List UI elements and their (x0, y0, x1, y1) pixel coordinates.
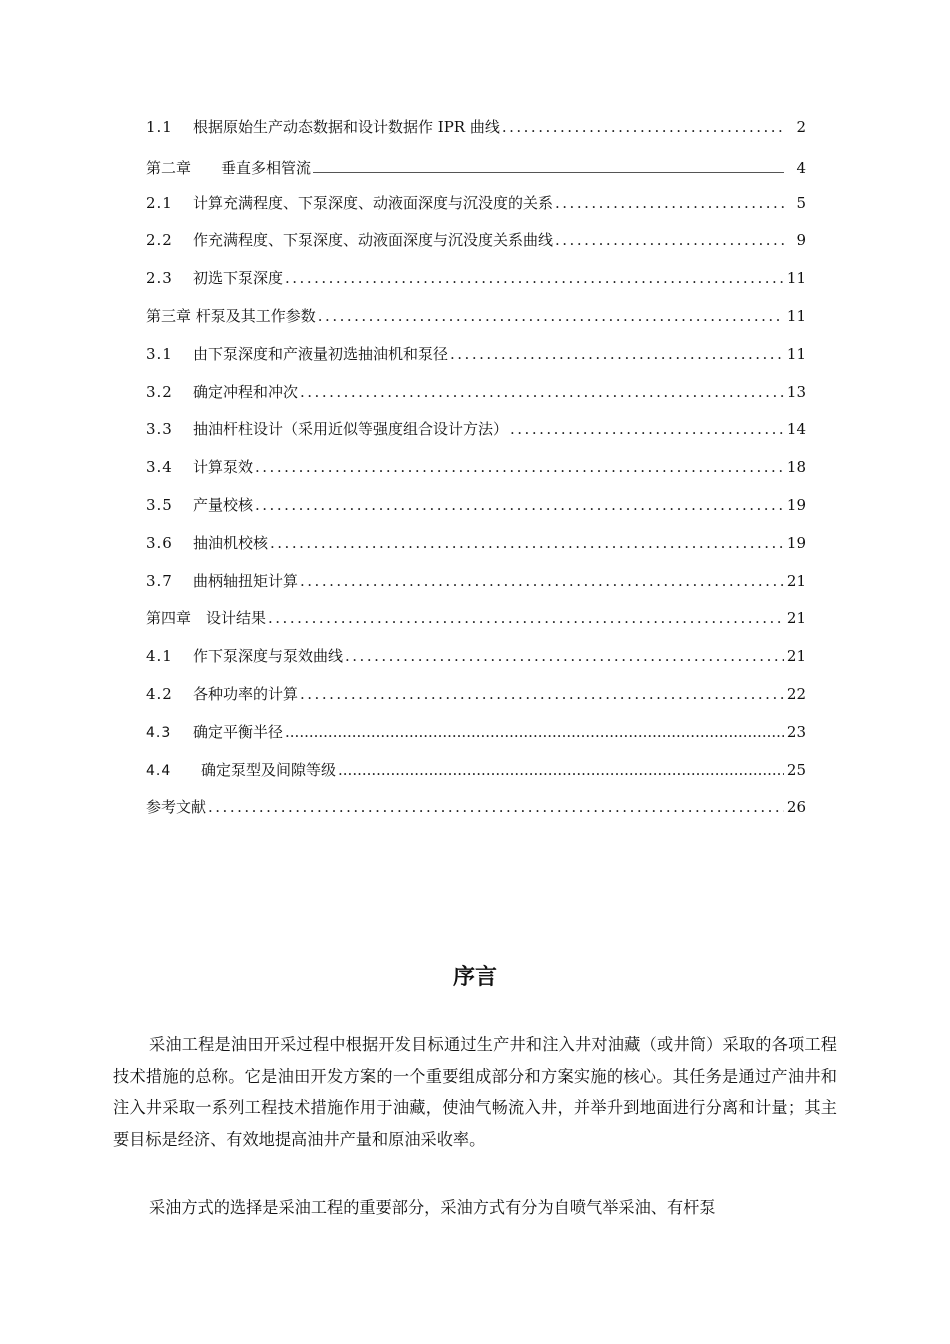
toc-leader (555, 188, 784, 218)
toc-entry-3-1[interactable] (146, 339, 806, 377)
toc-page: 9 (796, 231, 806, 250)
toc-page: 23 (786, 722, 806, 741)
toc-number: 4.1 (146, 647, 173, 666)
preface-paragraph: 采油工程是油田开采过程中根据开发目标通过生产井和注入井对油藏（或井筒）采取的各项工程技术措施的总称。它是油田开发方案的一个重要组成部分和方案实施的核心。其任务是通过产油井和注入井采取一系列工程技术措施作用于油藏，使油气畅流入井，并举升到地面进行分离和计量；其主要目标是经济、有效地提高油井产量和原油采收率。 (113, 1035, 837, 1149)
toc-entry-3-4[interactable] (146, 452, 806, 490)
toc-entry-3-6[interactable] (146, 528, 806, 566)
toc-title: 抽油杆柱设计（采用近似等强度组合设计方法） (193, 420, 509, 439)
toc-leader (502, 112, 784, 142)
toc-leader (318, 301, 784, 331)
toc-number: 2.3 (146, 269, 173, 288)
toc-page: 22 (786, 684, 806, 703)
toc-page: 13 (786, 382, 806, 401)
toc-entry-1-1[interactable] (146, 112, 806, 150)
toc-number: 3.3 (146, 420, 173, 439)
toc-page: 11 (786, 344, 806, 363)
toc-page: 14 (786, 420, 806, 439)
toc-title: 参考文献 (146, 798, 207, 817)
toc-title: 确定冲程和冲次 (193, 382, 299, 401)
toc-title: 根据原始生产动态数据和设计数据作 IPR 曲线 (193, 118, 500, 136)
toc-leader (313, 150, 784, 173)
toc-title: 抽油机校核 (193, 533, 269, 552)
toc-number: 2.1 (146, 193, 173, 212)
toc-title: 由下泵深度和产液量初选抽油机和泵径 (193, 344, 449, 363)
toc-number: 4.3 (146, 724, 172, 741)
toc-number: 4.2 (146, 684, 173, 703)
toc-entry-2-1[interactable] (146, 188, 806, 226)
toc-entry-chapter-4[interactable] (146, 603, 806, 641)
toc-title: 第三章 杆泵及其工作参数 (146, 306, 316, 325)
toc-page: 18 (786, 458, 806, 477)
toc-entry-3-3[interactable] (146, 414, 806, 452)
toc-title: 产量校核 (193, 495, 254, 514)
toc-entry-references[interactable] (146, 792, 806, 830)
toc-title: 第二章 垂直多相管流 (146, 158, 312, 177)
toc-entry-3-5[interactable] (146, 490, 806, 528)
toc-number: 1.1 (146, 118, 173, 136)
toc-entry-3-2[interactable] (146, 377, 806, 415)
toc-entry-chapter-3[interactable] (146, 301, 806, 339)
toc-page: 4 (796, 158, 806, 177)
toc-entry-4-4[interactable] (146, 755, 806, 793)
toc-leader (268, 603, 784, 633)
toc-leader (338, 755, 784, 785)
toc-title: 确定平衡半径 (193, 722, 284, 741)
toc-title: 作下泵深度与泵效曲线 (193, 647, 344, 666)
toc-page: 21 (786, 571, 806, 590)
toc-entry-4-2[interactable] (146, 679, 806, 717)
toc-leader (300, 679, 784, 709)
toc-title: 各种功率的计算 (193, 684, 299, 703)
toc-page: 11 (786, 269, 806, 288)
toc-number: 4.4 (146, 762, 172, 779)
toc-leader (208, 792, 784, 822)
toc-entry-4-1[interactable] (146, 641, 806, 679)
toc-number: 3.2 (146, 382, 173, 401)
toc-title: 作充满程度、下泵深度、动液面深度与沉没度关系曲线 (193, 231, 554, 250)
toc-leader (270, 528, 784, 558)
toc-leader (450, 339, 784, 369)
toc-leader (255, 490, 784, 520)
toc-number: 2.2 (146, 231, 173, 250)
toc-number: 3.1 (146, 344, 173, 363)
toc-title: 确定泵型及间隙等级 (201, 760, 337, 779)
toc-entry-2-2[interactable] (146, 225, 806, 263)
toc-page: 25 (786, 760, 806, 779)
table-of-contents (146, 112, 806, 830)
toc-leader (300, 377, 784, 407)
preface-heading: 序言 (452, 965, 497, 990)
toc-leader (285, 263, 784, 293)
toc-entry-2-3[interactable] (146, 263, 806, 301)
toc-number: 3.7 (146, 571, 173, 590)
toc-leader (345, 641, 784, 671)
toc-page: 11 (786, 306, 806, 325)
toc-leader (300, 566, 784, 596)
toc-page: 19 (786, 495, 806, 514)
toc-number: 3.4 (146, 458, 173, 477)
toc-title: 初选下泵深度 (193, 269, 284, 288)
toc-page: 19 (786, 533, 806, 552)
toc-page: 26 (786, 798, 806, 817)
preface-paragraph: 采油方式的选择是采油工程的重要部分，采油方式有分为自喷气举采油、有杆泵 (149, 1198, 716, 1218)
toc-entry-chapter-2[interactable] (146, 150, 806, 188)
toc-page: 5 (796, 193, 806, 212)
toc-leader (255, 452, 784, 482)
toc-title: 第四章 设计结果 (146, 609, 267, 628)
toc-page: 21 (786, 647, 806, 666)
toc-entry-4-3[interactable] (146, 717, 806, 755)
toc-leader (510, 414, 784, 444)
toc-number: 3.6 (146, 533, 173, 552)
toc-entry-3-7[interactable] (146, 566, 806, 604)
toc-page: 2 (796, 118, 806, 136)
toc-number: 3.5 (146, 495, 173, 514)
toc-leader (285, 717, 784, 747)
toc-title: 曲柄轴扭矩计算 (193, 571, 299, 590)
toc-leader (555, 225, 784, 255)
toc-page: 21 (786, 609, 806, 628)
toc-title: 计算充满程度、下泵深度、动液面深度与沉没度的关系 (193, 193, 554, 212)
toc-title: 计算泵效 (193, 458, 254, 477)
